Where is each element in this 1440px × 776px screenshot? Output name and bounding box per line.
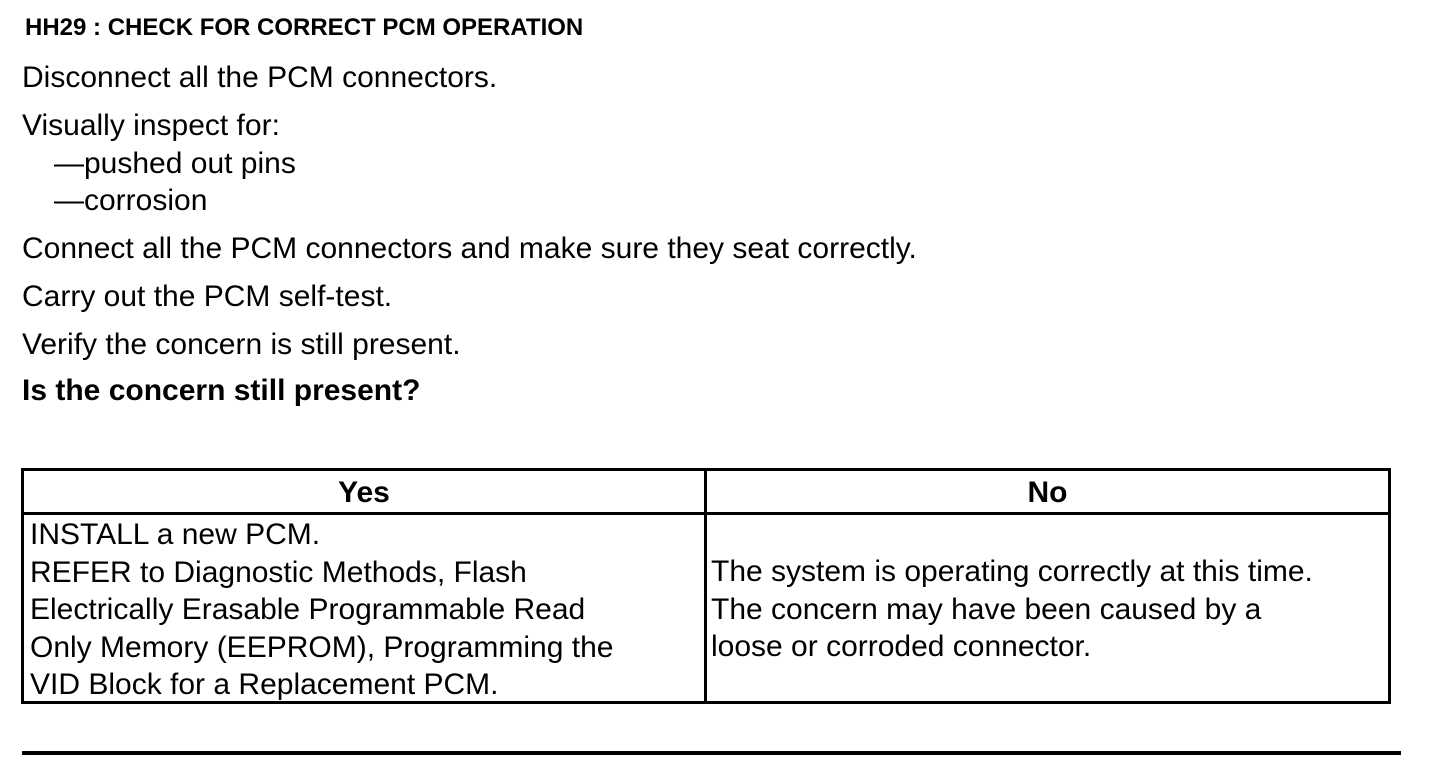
header-no: No bbox=[1027, 476, 1068, 509]
no-line: The concern may have been caused by a bbox=[711, 592, 1262, 626]
step-self-test: Carry out the PCM self-test. bbox=[22, 280, 393, 313]
bottom-rule bbox=[22, 751, 1401, 755]
yes-line: REFER to Diagnostic Methods, Flash bbox=[30, 555, 527, 589]
yes-line: Only Memory (EEPROM), Programming the bbox=[30, 630, 614, 664]
inspect-item-pins: —pushed out pins bbox=[54, 147, 296, 180]
header-divider bbox=[24, 512, 1388, 515]
result-table bbox=[21, 468, 1391, 704]
no-line: The system is operating correctly at this time. bbox=[711, 555, 1313, 588]
yes-line: Electrically Erasable Programmable Read bbox=[30, 593, 586, 626]
step-verify: Verify the concern is still present. bbox=[22, 328, 461, 361]
no-line: loose or corroded connector. bbox=[711, 630, 1092, 663]
step-disconnect: Disconnect all the PCM connectors. bbox=[22, 61, 498, 94]
inspect-item-corrosion: —corrosion bbox=[54, 184, 208, 217]
yes-line: INSTALL a new PCM. bbox=[30, 518, 321, 551]
step-connect: Connect all the PCM connectors and make sure they seat correctly. bbox=[22, 232, 917, 265]
step-inspect: Visually inspect for: bbox=[22, 109, 280, 142]
step-heading: HH29 : CHECK FOR CORRECT PCM OPERATION bbox=[25, 14, 584, 41]
header-yes: Yes bbox=[338, 476, 390, 509]
yes-line: VID Block for a Replacement PCM. bbox=[30, 668, 499, 701]
cell-yes bbox=[30, 516, 702, 704]
step-question: Is the concern still present? bbox=[22, 374, 421, 407]
cell-no bbox=[711, 553, 1384, 666]
